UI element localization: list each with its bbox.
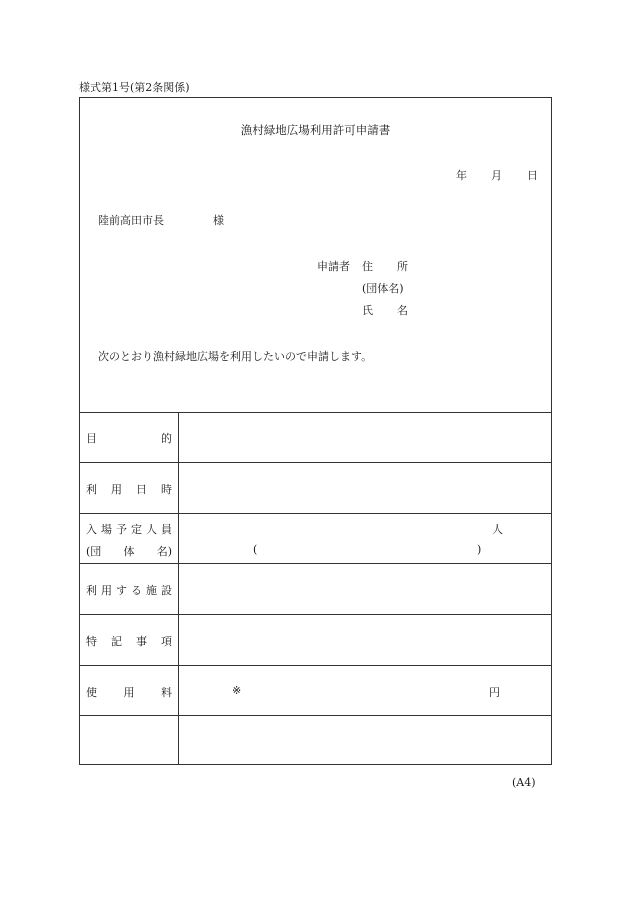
row-purpose-value[interactable] xyxy=(179,412,551,462)
row-fee-value[interactable] xyxy=(179,666,551,715)
applicant-label: 申請者 xyxy=(317,260,350,273)
date-month-label: 月 xyxy=(491,169,502,182)
group-paren-close: ) xyxy=(477,543,482,556)
name-label-2: 名 xyxy=(397,304,408,317)
row-blank-label xyxy=(80,716,179,764)
row-notes-label: 特 記 事 項 xyxy=(80,615,179,665)
row-notes xyxy=(80,615,551,666)
row-blank-value[interactable] xyxy=(179,716,551,764)
name-label-1: 氏 xyxy=(362,304,373,317)
row-datetime-value[interactable] xyxy=(179,463,551,513)
addressee xyxy=(98,212,224,228)
date-year-label: 年 xyxy=(456,169,467,182)
row-attendees-value[interactable] xyxy=(179,514,551,563)
row-datetime-label: 利 用 日 時 xyxy=(80,463,179,513)
row-facility-label: 利 用 す る 施 設 xyxy=(80,564,179,614)
row-attendees-label: 入 場 予 定 人 員 (団 体 名) xyxy=(80,514,179,563)
row-datetime xyxy=(80,463,551,514)
row-purpose xyxy=(80,412,551,463)
addressee-honorific: 様 xyxy=(213,214,224,227)
row-attendees xyxy=(80,514,551,564)
address-label-1: 住 xyxy=(362,260,373,273)
row-blank xyxy=(80,716,551,764)
form-title: 漁村緑地広場利用許可申請書 xyxy=(240,123,391,137)
row-facility-value[interactable] xyxy=(179,564,551,614)
group-name-label: (団体名) xyxy=(362,282,404,295)
row-fee-label: 使 用 料 xyxy=(80,666,179,715)
fee-unit: 円 xyxy=(489,686,500,699)
paper-size-note: (A4) xyxy=(512,776,536,789)
row-fee xyxy=(80,666,551,716)
row-facility xyxy=(80,564,551,615)
row-notes-value[interactable] xyxy=(179,615,551,665)
group-paren-open: ( xyxy=(253,543,258,556)
application-form xyxy=(79,97,552,765)
row-purpose-label: 目 的 xyxy=(80,412,179,462)
request-statement: 次のとおり漁村緑地広場を利用したいので申請します。 xyxy=(98,350,373,363)
date-day-label: 日 xyxy=(527,169,538,182)
addressee-name: 陸前高田市長 xyxy=(98,214,164,227)
form-number: 様式第1号(第2条関係) xyxy=(79,81,190,94)
fee-note-mark: ※ xyxy=(232,684,242,697)
form-header-section xyxy=(80,98,551,413)
address-label-2: 所 xyxy=(397,260,408,273)
attendees-unit: 人 xyxy=(492,523,503,536)
